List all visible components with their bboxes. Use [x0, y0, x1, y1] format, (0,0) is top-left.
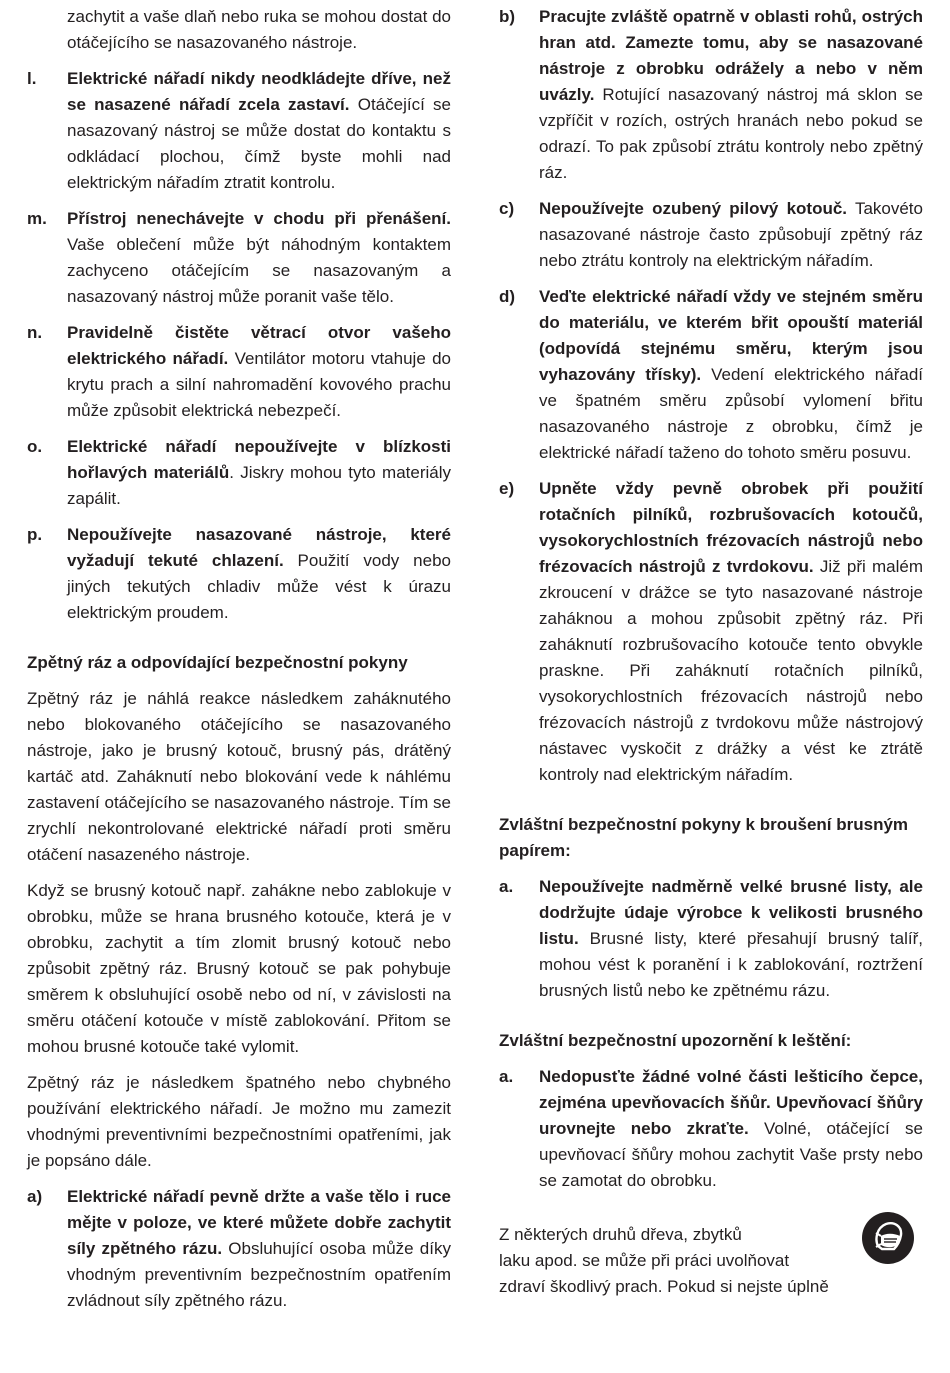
- item-warning: Přístroj nenechávejte v chodu při přenášení.: [67, 209, 451, 228]
- item-text: Obsluhující osoba může díky vhodným preventivním bezpečnostním opatřením zvládnout síly zpětného rázu.: [67, 1239, 451, 1310]
- item-marker: m.: [27, 209, 47, 228]
- item-warning: Upněte vždy pevně obrobek při použití rotačních pilníků, rozbrušovacích kotoučů, vysokorychlostních frézovacích nástrojů nebo frézovacích nástrojů z tvrdokovu.: [539, 479, 923, 576]
- item-marker: b): [499, 7, 516, 26]
- item-text: Takovéto nasazované nástroje často způsobují zpětný ráz nebo ztrátu kontroly na elektrickým nářadím.: [539, 199, 923, 270]
- item-warning: Veďte elektrické nářadí vždy ve stejném směru do materiálu, ve kterém břit opouští materiál (odpovídá stejnému směru, kterým jsou vyhazovány třísky).: [539, 287, 923, 384]
- item-warning: Elektrické nářadí nikdy neodkládejte dříve, než se nasazené nářadí zcela zastaví.: [67, 69, 451, 114]
- dust-warning-line: laku apod. se může při práci uvolňovat: [499, 1251, 790, 1270]
- item-warning: Elektrické nářadí pevně držte a vaše tělo i ruce mějte v poloze, ve které můžete dobře zachytit síly zpětného rázu.: [67, 1187, 451, 1258]
- item-marker: c): [499, 199, 515, 218]
- item-text: Vaše oblečení může být náhodným kontaktem zachyceno otáčejícím se nasazovaným a nasazovaný nástroj může poranit vaše tělo.: [67, 235, 451, 306]
- item-marker: a.: [499, 1067, 514, 1086]
- dust-warning-text: [499, 1222, 859, 1300]
- item-warning: Nepoužívejte nasazované nástroje, které vyžadují tekuté chlazení.: [67, 525, 451, 570]
- list-item-p: [27, 522, 451, 626]
- item-marker: l.: [27, 69, 37, 88]
- item-text: Rotující nasazovaný nástroj má sklon se vzpříčit v rozích, ostrých hranách nebo pokud se odrazí. To pak způsobí ztrátu kontroly nebo zpětný ráz.: [539, 85, 923, 182]
- item-text: Již při malém zkroucení v drážce se tyto nasazované nástroje zaháknou a mohou způsobit zpětný ráz. Při zaháknutí rozbrušovacího kotouče tento obvykle praskne. Při zaháknutí rotačních pilníků, vysokorychlostních frézovacích nástrojů nebo frézovacích nástrojů z tvrdokovu může nástrojový nástavec vyskočit z drážky a vést ke ztrátě kontroly nad elektrickým nářadím.: [539, 557, 923, 784]
- section-heading-sanding: Zvláštní bezpečnostní pokyny k broušení brusným papírem:: [499, 815, 909, 860]
- item-text: . Jiskry mohou tyto materiály zapálit.: [67, 463, 451, 508]
- item-text: Brusné listy, které přesahují brusný talíř, mohou vést k poranění i k zablokování, roztržení brusných listů nebo ke zpětnému rázu.: [539, 929, 923, 1000]
- paragraph: Když se brusný kotouč např. zahákne nebo zablokuje v obrobku, může se hrana brusného kotouče, která je v obrobku, zachytit a tím zlomit brusný kotouč nebo způsobit zpětný ráz. Brusný kotouč se pak pohybuje směrem k obsluhující osobě nebo od ní, v závislosti na směru otáčení kotouče v místě zablokování. Přitom se mohou brusné kotouče také vylomit.: [27, 881, 451, 1056]
- list-item-sanding-a: [499, 874, 923, 1004]
- right-column: [499, 4, 923, 1300]
- item-marker: o.: [27, 437, 43, 456]
- item-text: Otáčející se nasazovaný nástroj se může dostat do kontaktu s odkládací plochou, čímž byste mohli nad elektrickým nářadím ztratit kontrolu.: [67, 95, 451, 192]
- list-item-e: [499, 476, 923, 788]
- section-heading-polishing: Zvláštní bezpečnostní upozornění k leštění:: [499, 1031, 852, 1050]
- list-item-b: [499, 4, 923, 186]
- item-warning: Pracujte zvláště opatrně v oblasti rohů, ostrých hran atd. Zamezte tomu, aby se nasazované nástroje z obrobku odrážely a nebo v něm uvázly.: [539, 7, 923, 104]
- dust-warning: [499, 1222, 923, 1300]
- item-marker: p.: [27, 525, 43, 544]
- item-marker: d): [499, 287, 516, 306]
- item-marker: n.: [27, 323, 43, 342]
- item-warning: Elektrické nářadí nepoužívejte v blízkosti hořlavých materiálů: [67, 437, 451, 482]
- item-marker: a): [27, 1187, 43, 1206]
- list-item-o: [27, 434, 451, 512]
- item-text: Použití vody nebo jiných tekutých chladiv může vést k úrazu elektrickým proudem.: [67, 551, 451, 622]
- left-column: [27, 4, 451, 1324]
- item-marker: e): [499, 479, 515, 498]
- item-warning: Nepoužívejte nadměrně velké brusné listy, ale dodržujte údaje výrobce k velikosti brusného listu.: [539, 877, 923, 948]
- dust-warning-line: Z některých druhů dřeva, zbytků: [499, 1225, 742, 1244]
- list-item-polishing-a: [499, 1064, 923, 1194]
- item-warning: Pravidelně čistěte větrací otvor vašeho elektrického nářadí.: [67, 323, 451, 368]
- list-item-a: [27, 1184, 451, 1314]
- paragraph: Zpětný ráz je náhlá reakce následkem zaháknutého nebo blokovaného otáčejícího se nasazovaného nástroje, jako je brusný kotouč, brusný pás, drátěný kartáč atd. Zaháknutí nebo blokování vede k náhlému zastavení otáčejícího se nasazovaného nástroje. Tím se zrychlí nekontrolované elektrické nářadí proti směru otáčení nasazeného nástroje.: [27, 689, 451, 864]
- list-item-d: [499, 284, 923, 466]
- dust-warning-line: zdraví škodlivý prach. Pokud si nejste úplně: [499, 1277, 829, 1296]
- paragraph: Zpětný ráz je následkem špatného nebo chybného používání elektrického nářadí. Je možno mu zamezit vhodnými preventivními bezpečnostními opatřeními, jak je popsáno dále.: [27, 1073, 451, 1170]
- item-warning: Nepoužívejte ozubený pilový kotouč.: [539, 199, 848, 218]
- item-text: Ventilátor motoru vtahuje do krytu prach a silní nahromadění kovového prachu může způsobit elektrická nebezpečí.: [67, 349, 451, 420]
- item-marker: a.: [499, 877, 514, 896]
- list-item-l: [27, 66, 451, 196]
- item-text: Vedení elektrického nářadí ve špatném směru způsobí vylomení břitu nasazovaného nástroje z obrobku, čímž je elektrické nářadí taženo do tohoto směru posuvu.: [539, 365, 923, 462]
- list-item-c: [499, 196, 923, 274]
- item-text: Volné, otáčející se upevňovací šňůry mohou zachytit Vaše prsty nebo se zamotat do obrobku.: [539, 1119, 924, 1190]
- face-mask-icon: [862, 1212, 914, 1264]
- list-item-n: [27, 320, 451, 424]
- section-heading-kickback: Zpětný ráz a odpovídající bezpečnostní pokyny: [27, 653, 408, 672]
- list-item-m: [27, 206, 451, 310]
- item-warning: Nedopusťte žádné volné části lešticího čepce, zejména upevňovacích šňůr. Upevňovací šňůry urovnejte nebo zkraťte.: [539, 1067, 923, 1138]
- continued-text: zachytit a vaše dlaň nebo ruka se mohou dostat do otáčejícího se nasazovaného nástroje.: [67, 7, 451, 52]
